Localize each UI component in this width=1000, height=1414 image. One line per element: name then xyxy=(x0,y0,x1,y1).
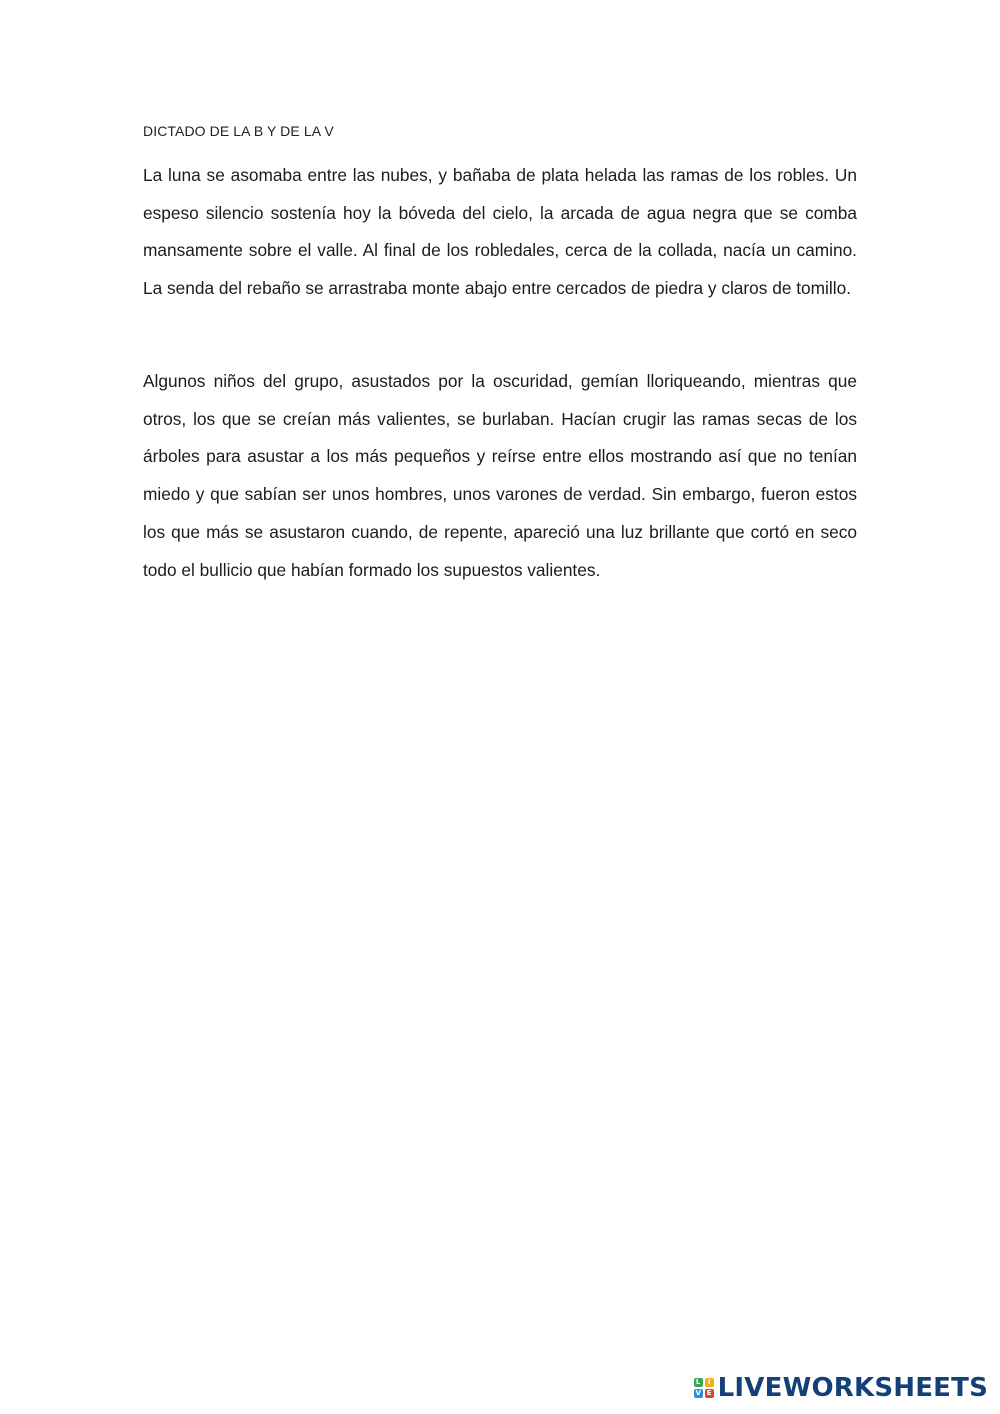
badge-letter-e: E xyxy=(705,1389,714,1398)
badge-letter-i: I xyxy=(705,1378,714,1387)
liveworksheets-logo[interactable] xyxy=(694,1370,988,1406)
paragraph-2: Algunos niños del grupo, asustados por la oscuridad, gemían lloriqueando, mientras que otros, los que se creían más valientes, se burlaban. Hacían crugir las ramas secas de los árboles para asustar a los más pequeños y reírse entre ellos mostrando así que no tenían miedo y que sabían ser unos hombres, unos varones de verdad. Sin embargo, fueron estos los que más se asustaron cuando, de repente, apareció una luz brillante que cortó en seco todo el bullicio que habían formado los supuestos valientes. xyxy=(143,371,857,580)
logo-badge-icon xyxy=(694,1378,714,1398)
logo-text: LIVEWORKSHEETS xyxy=(717,1373,988,1403)
document-title: DICTADO DE LA B Y DE LA V xyxy=(143,123,334,139)
paragraph-1: La luna se asomaba entre las nubes, y bañaba de plata helada las ramas de los robles. Un espeso silencio sostenía hoy la bóveda del cielo, la arcada de agua negra que se comba mansamente sobre el valle. Al final de los robledales, cerca de la collada, nacía un camino. La senda del rebaño se arrastraba monte abajo entre cercados de piedra y claros de tomillo. xyxy=(143,165,857,299)
badge-letter-v: V xyxy=(695,1389,701,1397)
badge-letter-l: L xyxy=(694,1378,703,1387)
